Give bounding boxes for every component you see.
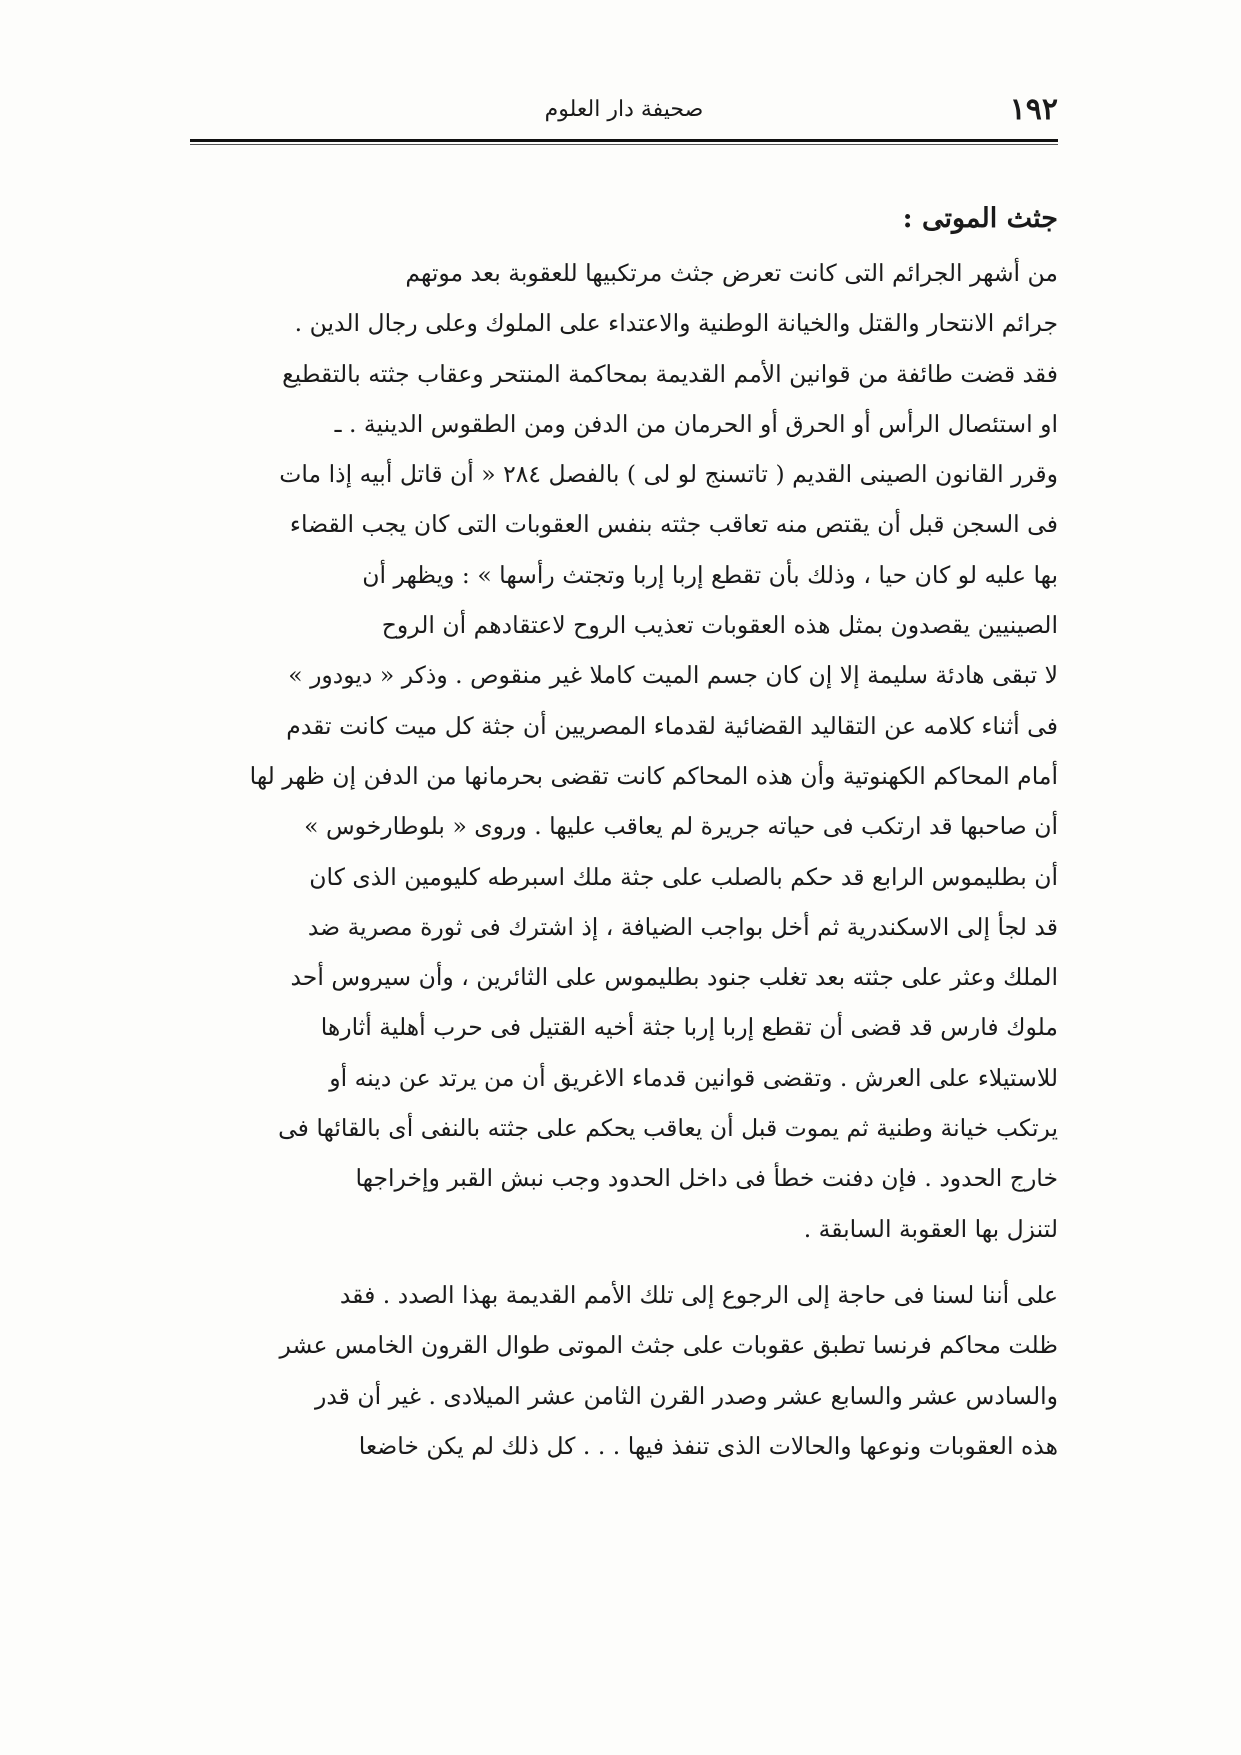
- text-line: أن صاحبها قد ارتكب فى حياته جريرة لم يعاقب عليها . وروى « بلوطارخوس »: [304, 812, 1058, 841]
- text-line: يرتكب خيانة وطنية ثم يموت قبل أن يعاقب يحكم على جثته بالنفى أى بالقائها فى: [278, 1114, 1058, 1143]
- text-line: بها عليه لو كان حيا ، وذلك بأن تقطع إربا إربا وتجتث رأسها » : ويظهر أن: [362, 560, 1058, 589]
- paragraph-2: [190, 1270, 1058, 1471]
- text-line: فقد قضت طائفة من قوانين الأمم القديمة بمحاكمة المنتحر وعقاب جثته بالتقطيع: [282, 359, 1058, 388]
- paragraph-gap: [190, 1254, 1058, 1270]
- text-line: فى السجن قبل أن يقتص منه تعاقب جثته بنفس العقوبات التى كان يجب القضاء: [289, 510, 1058, 539]
- text-line: أمام المحاكم الكهنوتية وأن هذه المحاكم كانت تقضى بحرمانها من الدفن إن ظهر لها: [249, 761, 1058, 790]
- text-line: هذه العقوبات ونوعها والحالات الذى تنفذ فيها . . . كل ذلك لم يكن خاضعا: [358, 1431, 1058, 1460]
- text-line: الملك وعثر على جثته بعد تغلب جنود بطليموس على الثائرين ، وأن سيروس أحد: [290, 963, 1058, 992]
- running-head: [190, 88, 1058, 132]
- text-line: لتنزل بها العقوبة السابقة .: [803, 1214, 1058, 1243]
- text-line: للاستيلاء على العرش . وتقضى قوانين قدماء الاغريق أن من يرتد عن دينه أو: [329, 1063, 1058, 1092]
- text-line: لا تبقى هادئة سليمة إلا إن كان جسم الميت كاملا غير منقوص . وذكر « ديودور »: [288, 661, 1058, 690]
- text-line: والسادس عشر والسابع عشر وصدر القرن الثامن عشر الميلادى . غير أن قدر: [315, 1381, 1058, 1410]
- text-line: فى أثناء كلامه عن التقاليد القضائية لقدماء المصريين أن جثة كل ميت كانت تقدم: [286, 711, 1058, 740]
- header-rule: [190, 139, 1058, 142]
- text-line: ظلت محاكم فرنسا تطبق عقوبات على جثث الموتى طوال القرون الخامس عشر: [279, 1331, 1058, 1360]
- text-line: وقرر القانون الصينى القديم ( تاتسنج لو لى ) بالفصل ٢٨٤ « أن قاتل أبيه إذا مات: [279, 460, 1058, 489]
- text-line: الصينيين يقصدون بمثل هذه العقوبات تعذيب الروح لاعتقادهم أن الروح: [381, 611, 1058, 640]
- journal-title: صحيفة دار العلوم: [544, 97, 704, 122]
- text-line: على أننا لسنا فى حاجة إلى الرجوع إلى تلك الأمم القديمة بهذا الصدد . فقد: [339, 1280, 1058, 1309]
- text-line: او استئصال الرأس أو الحرق أو الحرمان من الدفن ومن الطقوس الدينية . ـ: [334, 409, 1058, 438]
- text-line: قد لجأ إلى الاسكندرية ثم أخل بواجب الضيافة ، إذ اشترك فى ثورة مصرية ضد: [307, 912, 1058, 941]
- text-line: ملوك فارس قد قضى أن تقطع إربا إربا جثة أخيه القتيل فى حرب أهلية أثارها: [320, 1013, 1058, 1042]
- paragraph-1: [190, 248, 1058, 1254]
- text-line: أن بطليموس الرابع قد حكم بالصلب على جثة ملك اسبرطه كليومين الذى كان: [309, 862, 1058, 891]
- text-line: جرائم الانتحار والقتل والخيانة الوطنية والاعتداء على الملوك وعلى رجال الدين .: [294, 309, 1058, 338]
- section-heading: جثث الموتى :: [902, 203, 1058, 234]
- text-line: خارج الحدود . فإن دفنت خطأ فى داخل الحدود وجب نبش القبر وإخراجها: [355, 1164, 1058, 1193]
- page-number: ١٩٢: [1009, 92, 1058, 127]
- header-rule-thin: [190, 144, 1058, 145]
- body-text: [190, 196, 1058, 1471]
- text-line: من أشهر الجرائم التى كانت تعرض جثث مرتكبيها للعقوبة بعد موتهم: [405, 259, 1058, 287]
